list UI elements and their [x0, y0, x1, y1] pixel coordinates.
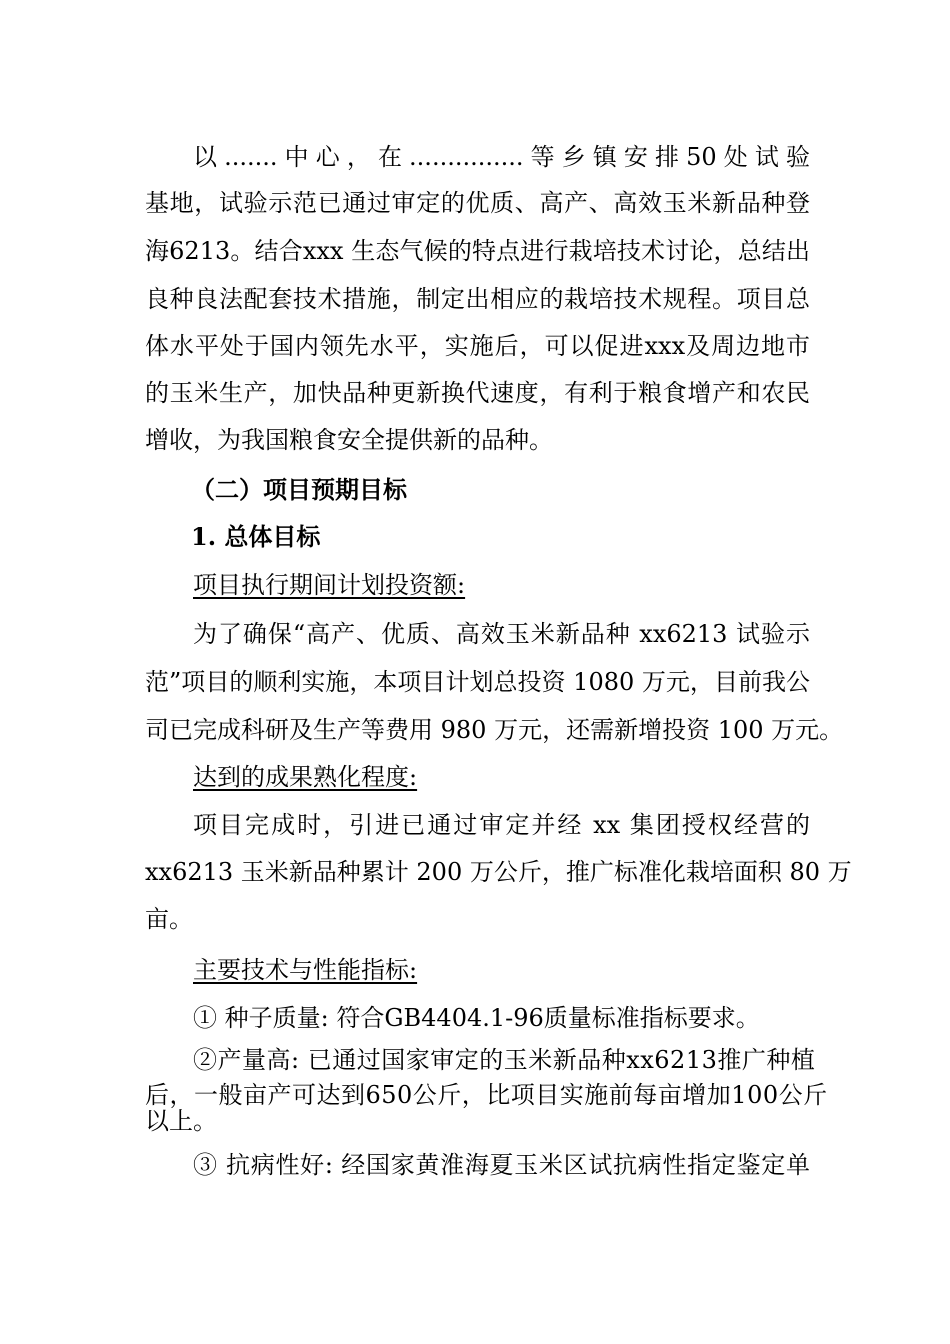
- indicator-yield-line: ②产量高: 已通过国家审定的玉米新品种xx6213推广种植: [193, 1046, 816, 1074]
- indicator-yield-line: 以上。: [145, 1107, 217, 1135]
- paragraph-line: 基地，试验示范已通过审定的优质、高产、高效玉米新品种登: [145, 189, 810, 217]
- indicator-disease-resistance: ③ 抗病性好: 经国家黄淮海夏玉米区试抗病性指定鉴定单: [193, 1151, 810, 1179]
- indicator-yield-line: 后，一般亩产可达到650公斤，比项目实施前每亩增加100公斤: [145, 1081, 828, 1109]
- paragraph-line: 体水平处于国内领先水平，实施后，可以促进xxx及周边地市: [145, 332, 810, 360]
- sub-heading: 1. 总体目标: [191, 522, 321, 551]
- maturity-label: 达到的成果熟化程度:: [193, 763, 418, 791]
- investment-label: 项目执行期间计划投资额:: [193, 571, 466, 599]
- indicator-seed-quality: ① 种子质量: 符合GB4404.1-96质量标准指标要求。: [193, 1004, 760, 1032]
- paragraph-line: xx6213 玉米新品种累计 200 万公斤，推广标准化栽培面积 80 万: [145, 858, 852, 886]
- paragraph-line: 良种良法配套技术措施，制定出相应的栽培技术规程。项目总: [145, 285, 810, 313]
- paragraph-line: 为了确保“高产、优质、高效玉米新品种 xx6213 试验示: [193, 620, 810, 648]
- tech-indicators-label: 主要技术与性能指标:: [193, 956, 418, 984]
- section-heading: （二）项目预期目标: [191, 475, 407, 504]
- paragraph-line: 的玉米生产，加快品种更新换代速度，有利于粮食增产和农民: [145, 379, 810, 407]
- paragraph-line: 以.......中心，在...............等乡镇安排50处试验: [193, 143, 810, 171]
- paragraph-line: 亩。: [145, 905, 193, 933]
- paragraph-line: 海6213。结合xxx 生态气候的特点进行栽培技术讨论，总结出: [145, 237, 810, 265]
- paragraph-line: 范”项目的顺利实施，本项目计划总投资 1080 万元，目前我公: [145, 668, 810, 696]
- paragraph-line: 项目完成时，引进已通过审定并经 xx 集团授权经营的: [193, 811, 810, 839]
- paragraph-line: 增收，为我国粮食安全提供新的品种。: [145, 426, 553, 454]
- paragraph-line: 司已完成科研及生产等费用 980 万元，还需新增投资 100 万元。: [145, 716, 844, 744]
